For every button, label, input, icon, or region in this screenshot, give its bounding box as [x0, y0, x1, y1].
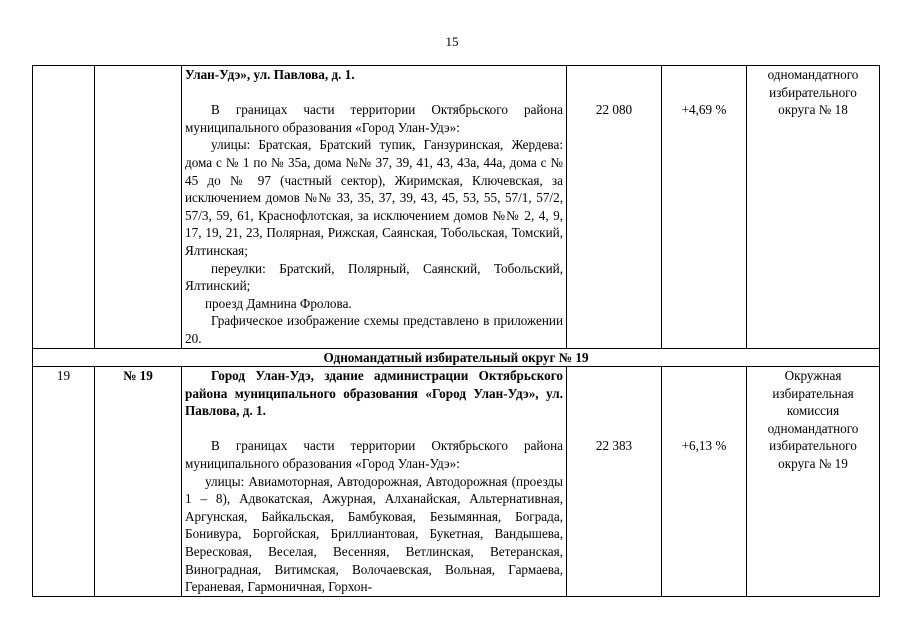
voters-count: 22 383	[567, 367, 662, 597]
district-description-cell	[182, 66, 567, 349]
election-commission: Окружная избирательная комиссия одномандатного избирательного округа № 19	[747, 367, 880, 597]
streets-list: улицы: Братская, Братский тупик, Ганзуринская, Жердева: дома с № 1 по № 35а, дома №№ 37, 39, 41, 43, 43а, 44а, дома с № 45 до № 97 (частный сектор), Жиримская, Ключевская, за исключением домов №№ 33, 35, 37, 39, 43, 45, 53, 55, 57/1, 57/2, 57/3, 59, 61, Краснофлотская, за исключением домов №№ 2, 4, 9, 17, 19, 21, 23, Полярная, Рижская, Саянская, Тобольская, Томский, Ялтинская;	[185, 137, 563, 258]
territory-intro: В границах части территории Октябрьского района муниципального образования «Город Улан-Удэ»:	[185, 102, 563, 135]
spacer	[185, 420, 563, 438]
districts-table	[32, 65, 880, 597]
section-header: Одномандатный избирательный округ № 19	[33, 348, 880, 367]
deviation-percent: +4,69 %	[662, 66, 747, 349]
streets-list: улицы: Авиамоторная, Автодорожная, Автодорожная (проезды 1 – 8), Адвокатская, Ажурная, Алханайская, Альтернативная, Аргунская, Байкальская, Бамбуковая, Безымянная, Бограда, Бонивура, Боргойская, Бриллиантовая, Букетная, Вандышева, Вересковая, Веселая, Весенняя, Ветлинская, Ветеранская, Виноградная, Витимская, Волочаевская, Вольная, Гармаева, Гераневая, Гармоничная, Горхон-	[185, 473, 563, 595]
index-cell: 19	[33, 367, 95, 597]
graphic-note: Графическое изображение схемы представлено в приложении 20.	[185, 313, 563, 346]
passage-list: проезд Дамнина Фролова.	[205, 295, 352, 311]
center-address: Город Улан-Удэ, здание администрации Октябрьского района муниципального образования «Город Улан-Удэ», ул. Павлова, д. 1.	[185, 368, 563, 419]
table-row-district-19	[33, 367, 880, 597]
index-cell	[33, 66, 95, 349]
district-number-cell: № 19	[95, 367, 182, 597]
deviation-percent: +6,13 %	[662, 367, 747, 597]
voters-count: 22 080	[567, 66, 662, 349]
district-number-cell	[95, 66, 182, 349]
territory-intro: В границах части территории Октябрьского района муниципального образования «Город Улан-Удэ»:	[185, 438, 563, 472]
center-address-continued: Улан-Удэ», ул. Павлова, д. 1.	[185, 67, 355, 82]
section-header-row	[33, 348, 880, 367]
spacer	[185, 84, 563, 102]
lanes-list: переулки: Братский, Полярный, Саянский, Тобольский, Ялтинский;	[185, 260, 563, 294]
election-commission: одномандатного избирательного округа № 18	[747, 66, 880, 349]
page-number: 15	[445, 34, 459, 49]
table-row-district-18-continued	[33, 66, 880, 349]
district-description-cell	[182, 367, 567, 597]
